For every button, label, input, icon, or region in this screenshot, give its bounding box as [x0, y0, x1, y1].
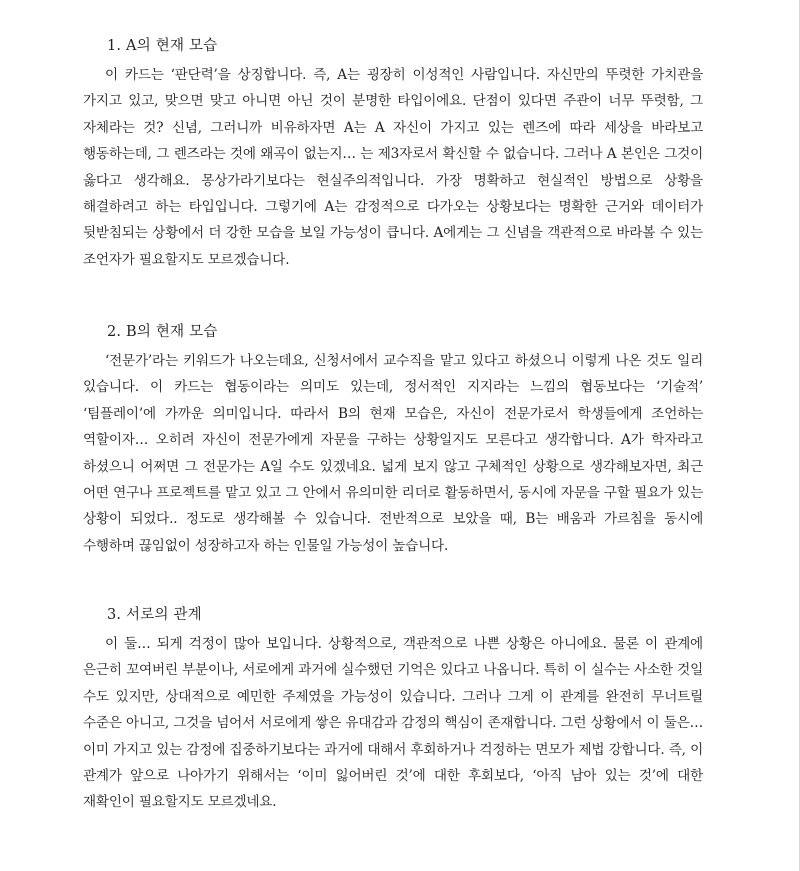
- section-body: 이 카드는 ‘판단력’을 상징합니다. 즉, A는 굉장히 이성적인 사람입니다. 자신만의 뚜렷한 가치관을 가지고 있고, 맞으면 맞고 아니면 아닌 것이 분명한 타입이에요. 단점이 있다면 주관이 너무 뚜렷함, 그 자체라는 것? 신념, 그러니까 비유하자면 A는 A 자신이 가지고 있는 렌즈에 따라 세상을 바라보고 행동하는데, 그 렌즈라는 것에 왜곡이 없는지… 는 제3자로서 확신할 수 없습니다. 그러나 A 본인은 그것이 옳다고 생각해요. 몽상가라기보다는 현실주의적입니다. 가장 명확하고 현실적인 방법으로 상황을 해결하려고 하는 타입입니다. 그렇기에 A는 감정적으로 다가오는 상황보다는 명확한 근거와 데이터가 뒷받침되는 상황에서 더 강한 모습을 보일 가능성이 큽니다. A에게는 그 신념을 객관적으로 바라볼 수 있는 조언자가 필요할지도 모르겠습니다.: [83, 67, 703, 268]
- section-body: 이 둘… 되게 걱정이 많아 보입니다. 상황적으로, 객관적으로 나쁜 상황은 아니에요. 물론 이 관계에 은근히 꼬여버린 부분이나, 서로에게 과거에 실수했던 기억은 있다고 나옵니다. 특히 이 실수는 사소한 것일 수도 있지만, 상대적으로 예민한 주제였을 가능성이 있습니다. 그러나 그게 이 관계를 완전히 무너트릴 수준은 아니고, 그것을 넘어서 서로에게 쌓은 유대감과 감정의 핵심이 존재합니다. 그런 상황에서 이 둘은… 이미 가지고 있는 감정에 집중하기보다는 과거에 대해서 후회하거나 걱정하는 면모가 제법 강합니다. 즉, 이 관계가 앞으로 나아가기 위해서는 ‘이미 잃어버린 것’에 대한 후회보다, ‘아직 남아 있는 것’에 대한 재확인이 필요할지도 모르겠네요.: [83, 636, 703, 811]
- section-b-current: [83, 322, 703, 559]
- section-a-current: [83, 36, 703, 273]
- section-heading: 2. B의 현재 모습: [107, 324, 218, 340]
- section-relationship: [83, 605, 703, 816]
- section-heading: 1. A의 현재 모습: [107, 38, 218, 54]
- section-heading: 3. 서로의 관계: [107, 607, 202, 623]
- section-body: ‘전문가’라는 키워드가 나오는데요, 신청서에서 교수직을 맡고 있다고 하셨으니 이렇게 나온 것도 일리 있습니다. 이 카드는 협동이라는 의미도 있는데, 정서적인 지지라는 느낌의 협동보다는 ‘기술적’ ‘팀플레이’에 가까운 의미입니다. 따라서 B의 현재 모습은, 자신이 전문가로서 학생들에게 조언하는 역할이자… 오히려 자신이 전문가에게 자문을 구하는 상황일지도 모른다고 생각합니다. A가 학자라고 하셨으니 어쩌면 그 전문가는 A일 수도 있겠네요. 넓게 보지 않고 구체적인 상황으로 생각해보자면, 최근 어떤 연구나 프로젝트를 맡고 있고 그 안에서 유의미한 리더로 활동하면서, 동시에 자문을 구할 필요가 있는 상황이 되었다.. 정도로 생각해볼 수 있습니다. 전반적으로 보았을 때, B는 배움과 가르침을 동시에 수행하며 끊임없이 성장하고자 하는 인물일 가능성이 높습니다.: [83, 353, 703, 554]
